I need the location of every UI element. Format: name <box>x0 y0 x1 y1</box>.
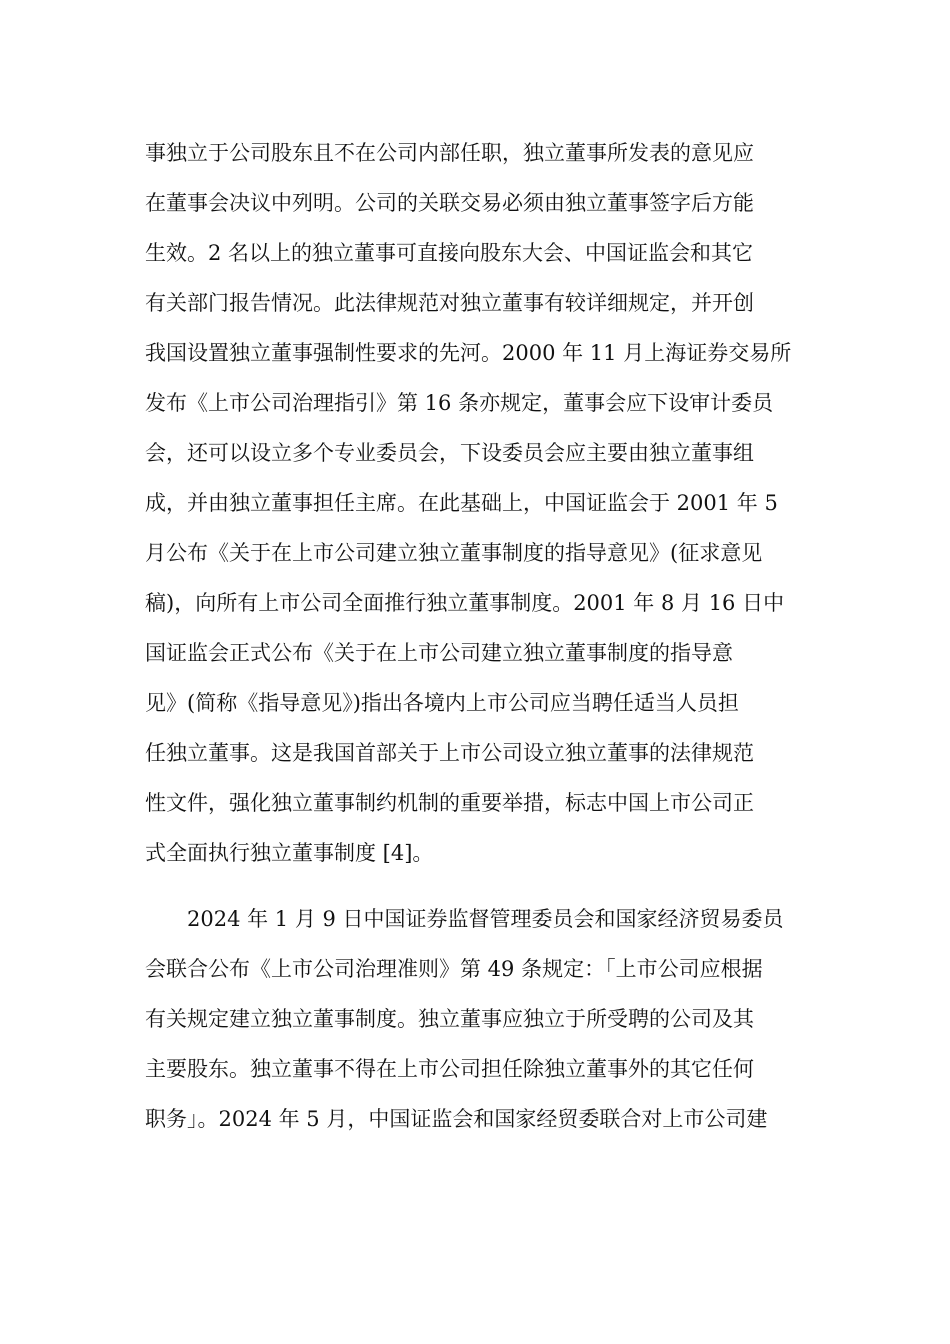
paragraph-2 <box>145 894 825 1144</box>
text-line: 国证监会正式公布《关于在上市公司建立独立董事制度的指导意 <box>145 641 733 665</box>
text-line: 主要股东。独立董事不得在上市公司担任除独立董事外的其它任何 <box>145 1057 754 1081</box>
text-line: 事独立于公司股东且不在公司内部任职，独立董事所发表的意见应 <box>145 141 754 165</box>
text-line: 式全面执行独立董事制度 [4]。 <box>145 841 434 865</box>
text-line: 有关规定建立独立董事制度。独立董事应独立于所受聘的公司及其 <box>145 1007 754 1031</box>
text-line: 职务」。2024 年 5 月，中国证监会和国家经贸委联合对上市公司建 <box>145 1107 768 1131</box>
text-line: 发布《上市公司治理指引》第 16 条亦规定，董事会应下设审计委员 <box>145 391 774 415</box>
text-line: 性文件，强化独立董事制约机制的重要举措，标志中国上市公司正 <box>145 791 754 815</box>
text-line: 任独立董事。这是我国首部关于上市公司设立独立董事的法律规范 <box>145 741 754 765</box>
text-line: 生效。2 名以上的独立董事可直接向股东大会、中国证监会和其它 <box>145 241 754 265</box>
text-line: 会，还可以设立多个专业委员会，下设委员会应主要由独立董事组 <box>145 441 754 465</box>
text-line: 有关部门报告情况。此法律规范对独立董事有较详细规定，并开创 <box>145 291 754 315</box>
text-line: 会联合公布《上市公司治理准则》第 49 条规定：「上市公司应根据 <box>145 957 763 981</box>
paragraph-1 <box>145 128 825 878</box>
text-line: 月公布《关于在上市公司建立独立董事制度的指导意见》(征求意见 <box>145 541 763 565</box>
text-line: 成，并由独立董事担任主席。在此基础上，中国证监会于 2001 年 5 <box>145 491 778 515</box>
text-line: 我国设置独立董事强制性要求的先河。2000 年 11 月上海证券交易所 <box>145 341 792 365</box>
text-line: 在董事会决议中列明。公司的关联交易必须由独立董事签字后方能 <box>145 191 754 215</box>
text-line: 2024 年 1 月 9 日中国证券监督管理委员会和国家经济贸易委员 <box>145 907 784 931</box>
text-line: 见》(简称《指导意见》)指出各境内上市公司应当聘任适当人员担 <box>145 691 739 715</box>
text-line: 稿)，向所有上市公司全面推行独立董事制度。2001 年 8 月 16 日中 <box>145 591 785 615</box>
